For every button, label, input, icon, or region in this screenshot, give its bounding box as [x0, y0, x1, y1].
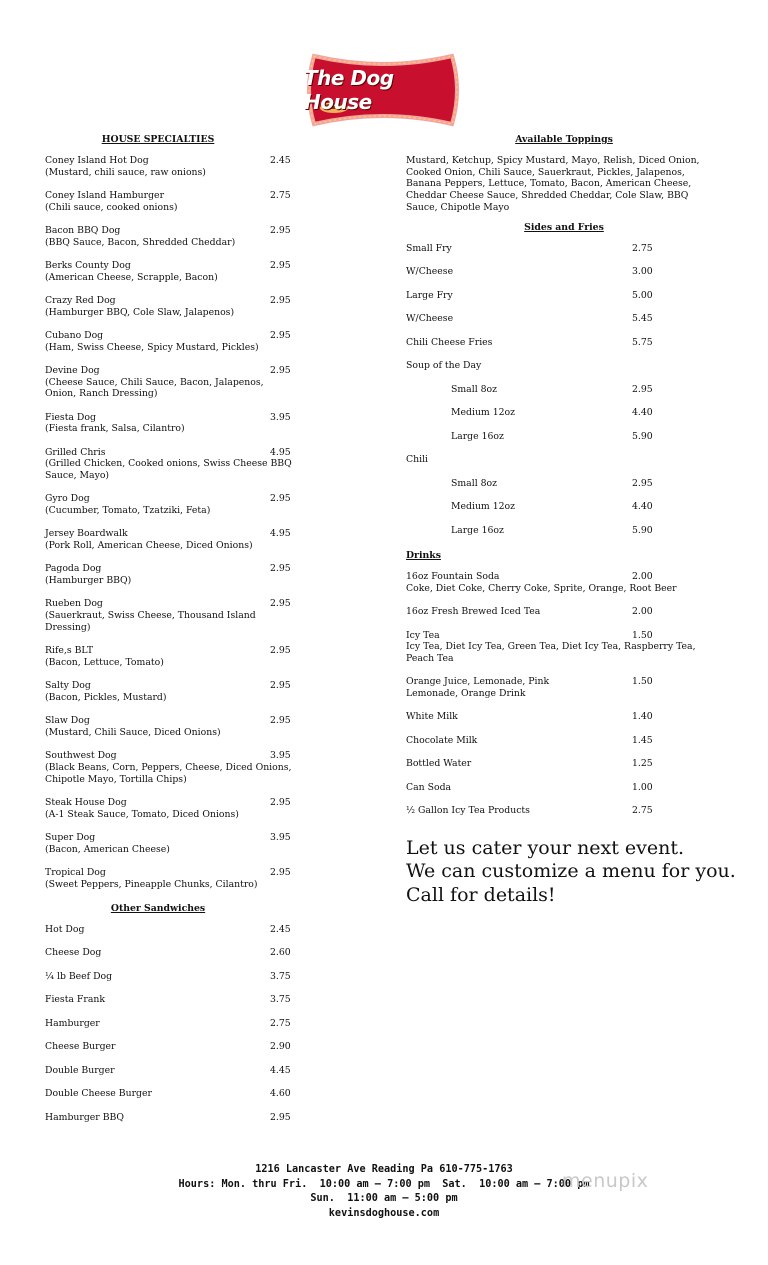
item-name: Small 8oz: [451, 383, 498, 395]
menu-item: [45, 680, 295, 703]
item-name: Large 16oz: [451, 524, 504, 536]
menu-item: [406, 478, 706, 502]
menu-item: [406, 501, 706, 525]
item-description: (Hamburger BBQ, Cole Slaw, Jalapenos): [45, 306, 235, 318]
item-name: Pagoda Dog: [45, 563, 102, 575]
item-name: Bottled Water: [406, 758, 472, 770]
menu-item: [406, 606, 706, 630]
footer-hours-weekday: Hours: Mon. thru Fri. 10:00 am – 7:00 pm Sat. 10:00 am – 7:00 pm: [178, 1178, 590, 1190]
item-price: 3.95: [270, 831, 291, 843]
menu-item: [45, 750, 295, 785]
item-description: (Bacon, American Cheese): [45, 843, 170, 855]
item-price: 2.75: [270, 1017, 291, 1029]
menu-item: [45, 260, 295, 283]
item-price: 2.95: [270, 645, 291, 657]
item-name: 16oz Fresh Brewed Iced Tea: [406, 606, 541, 618]
item-price: 3.95: [270, 750, 291, 762]
item-price: 2.95: [270, 225, 291, 236]
footer-website[interactable]: kevinsdoghouse.com: [328, 1207, 440, 1219]
catering-message: [406, 836, 736, 908]
menu-item: [406, 630, 706, 665]
item-price: 3.75: [270, 970, 291, 982]
item-price: 3.00: [632, 266, 653, 278]
item-price: 2.95: [270, 563, 291, 575]
catering-line-1: Let us cater your next event.: [406, 836, 685, 859]
item-name: Small 8oz: [451, 477, 498, 489]
item-description: (Grilled Chicken, Cooked onions, Swiss Cheese BBQ Sauce, Mayo): [45, 458, 292, 482]
menu-item: [406, 454, 706, 478]
item-price: 1.40: [632, 711, 653, 723]
menu-item: [45, 797, 295, 820]
other-sandwiches-title: Other Sandwiches: [110, 902, 206, 914]
menu-item: [406, 525, 706, 549]
menu-item: [45, 947, 295, 971]
drinks-title: Drinks: [406, 550, 441, 562]
menu-item: [45, 645, 295, 668]
sides-and-fries-title: Sides and Fries: [524, 221, 604, 233]
menu-item: [45, 330, 295, 353]
item-name: Grilled Chris: [45, 446, 106, 458]
item-name: Large Fry: [406, 289, 453, 301]
item-name: Rife,s BLT: [45, 645, 94, 657]
item-price: 5.90: [632, 524, 653, 536]
menu-item: [406, 431, 706, 455]
menu-item: [406, 290, 706, 314]
item-name: Tropical Dog: [45, 866, 106, 878]
item-description: (Cheese Sauce, Chili Sauce, Bacon, Jalapenos, Onion, Ranch Dressing): [45, 376, 264, 400]
menu-item: [406, 313, 706, 337]
left-column: [45, 132, 295, 1135]
menu-item: [45, 1112, 295, 1136]
item-description: (A-1 Steak Sauce, Tomato, Diced Onions): [45, 808, 239, 820]
item-price: 3.95: [270, 411, 291, 423]
menu-item: [45, 1088, 295, 1112]
menu-item: [45, 994, 295, 1018]
menu-item: [406, 758, 706, 782]
item-description: (Chili sauce, cooked onions): [45, 201, 178, 213]
item-description: (Ham, Swiss Cheese, Spicy Mustard, Pickles): [45, 341, 259, 353]
menu-item: [45, 225, 295, 248]
menu-item: [45, 924, 295, 948]
item-name: Coney Island Hot Dog: [45, 155, 149, 166]
item-description: (Sweet Peppers, Pineapple Chunks, Cilantro): [45, 878, 258, 890]
item-name: Slaw Dog: [45, 715, 90, 727]
item-name: Rueben Dog: [45, 598, 103, 610]
item-name: ½ Gallon Icy Tea Products: [406, 805, 530, 817]
item-name: Soup of the Day: [406, 360, 482, 372]
item-price: 2.45: [270, 923, 291, 935]
item-name: Large 16oz: [451, 430, 504, 442]
menu-item: [406, 676, 706, 699]
item-price: 1.00: [632, 781, 653, 793]
menu-item: [406, 384, 706, 408]
item-name: Double Burger: [45, 1064, 115, 1076]
item-description: (Pork Roll, American Cheese, Diced Onions): [45, 540, 253, 552]
menu-item: [406, 711, 706, 735]
menu-item: [406, 360, 706, 384]
item-name: Icy Tea: [406, 629, 440, 641]
menu-item: [45, 295, 295, 318]
item-name: Double Cheese Burger: [45, 1088, 152, 1100]
menu-item: [45, 598, 295, 633]
item-name: Medium 12oz: [451, 407, 516, 419]
item-price: 1.45: [632, 734, 653, 746]
menu-item: [406, 571, 706, 594]
house-specialties-list: [45, 155, 295, 890]
item-name: W/Cheese: [406, 266, 454, 278]
item-name: White Milk: [406, 711, 458, 723]
item-name: Steak House Dog: [45, 796, 127, 808]
item-price: 2.75: [270, 190, 291, 201]
item-name: Cheese Dog: [45, 947, 102, 959]
toppings-text: Mustard, Ketchup, Spicy Mustard, Mayo, Relish, Diced Onion, Cooked Onion, Chili Sauce, Sauerkraut, Pickles, Jalapenos, Banana Peppers, Lettuce, Tomato, Bacon, American Cheese, Cheddar Cheese Sauce, Shredded Cheddar, Cole Slaw, BBQ Sauce, Chipotle Mayo: [406, 155, 700, 213]
other-sandwiches-list: [45, 924, 295, 1136]
item-price: 1.50: [632, 629, 653, 641]
item-name: Devine Dog: [45, 365, 100, 376]
item-name: W/Cheese: [406, 313, 454, 325]
item-name: Fiesta Dog: [45, 411, 96, 423]
item-price: 2.90: [270, 1041, 291, 1053]
item-price: 2.95: [270, 295, 291, 306]
item-price: 2.95: [270, 796, 291, 808]
item-price: 4.40: [632, 501, 653, 513]
item-description: (BBQ Sauce, Bacon, Shredded Cheddar): [45, 236, 236, 248]
item-price: 2.95: [270, 260, 291, 271]
item-price: 4.45: [270, 1064, 291, 1076]
menupix-watermark: menupix: [562, 1170, 649, 1192]
item-name: Hamburger: [45, 1017, 100, 1029]
menu-item: [45, 1018, 295, 1042]
item-description: (Mustard, Chili Sauce, Diced Onions): [45, 726, 221, 738]
item-price: 2.95: [270, 866, 291, 878]
footer-hours-sunday: Sun. 11:00 am – 5:00 pm: [310, 1193, 458, 1204]
item-price: 2.95: [270, 680, 291, 692]
item-name: Medium 12oz: [451, 501, 516, 513]
menu-item: [406, 243, 706, 267]
item-price: 2.95: [632, 383, 653, 395]
menu-item: [45, 190, 295, 213]
item-description: (Mustard, chili sauce, raw onions): [45, 166, 206, 178]
menu-item: [45, 563, 295, 586]
item-price: 2.00: [632, 606, 653, 618]
item-price: 2.60: [270, 947, 291, 959]
item-name: Jersey Boardwalk: [45, 528, 128, 540]
item-name: Crazy Red Dog: [45, 295, 116, 306]
item-price: 5.00: [632, 289, 653, 301]
item-description: (Sauerkraut, Swiss Cheese, Thousand Island Dressing): [45, 610, 256, 633]
item-name: Southwest Dog: [45, 750, 117, 762]
item-description: (American Cheese, Scrapple, Bacon): [45, 271, 218, 283]
item-price: 3.75: [270, 994, 291, 1006]
item-name: Cubano Dog: [45, 330, 104, 341]
item-name: Chili Cheese Fries: [406, 336, 493, 348]
available-toppings-title: Available Toppings: [515, 134, 613, 145]
item-name: Small Fry: [406, 242, 452, 254]
menu-item: [45, 447, 295, 482]
menu-item: [406, 735, 706, 759]
menu-item: [45, 832, 295, 855]
item-name: Super Dog: [45, 831, 96, 843]
item-price: 1.25: [632, 758, 653, 770]
sides-list: [406, 243, 706, 549]
item-price: 5.45: [632, 313, 653, 325]
menu-item: [406, 407, 706, 431]
item-description: (Fiesta frank, Salsa, Cilantro): [45, 423, 185, 435]
menu-item: [406, 782, 706, 806]
house-specialties-title: HOUSE SPECIALTIES: [101, 134, 215, 145]
item-description: Icy Tea, Diet Icy Tea, Green Tea, Diet Icy Tea, Raspberry Tea, Peach Tea: [406, 641, 696, 664]
item-name: Coney Island Hamburger: [45, 190, 165, 201]
menu-item: [45, 155, 295, 178]
menu-item: [45, 1065, 295, 1089]
item-name: Chili: [406, 454, 429, 466]
item-name: Chocolate Milk: [406, 734, 478, 746]
item-name: Hot Dog: [45, 923, 85, 935]
footer: [0, 1163, 768, 1221]
item-price: 2.95: [270, 330, 291, 341]
item-name: Orange Juice, Lemonade, Pink Lemonade, Orange Drink: [406, 676, 550, 699]
item-name: Bacon BBQ Dog: [45, 225, 121, 236]
item-price: 2.95: [270, 715, 291, 727]
item-price: 5.90: [632, 430, 653, 442]
menu-item: [45, 867, 295, 890]
item-price: 4.95: [270, 528, 291, 540]
item-description: (Bacon, Lettuce, Tomato): [45, 656, 164, 668]
item-price: 2.95: [270, 365, 291, 376]
drinks-list: [406, 571, 706, 829]
item-price: 2.75: [632, 805, 653, 817]
item-price: 4.40: [632, 407, 653, 419]
item-price: 2.75: [632, 242, 653, 254]
menu-item: [45, 715, 295, 738]
the-dog-house-logo: [304, 50, 462, 130]
catering-line-3: Call for details!: [406, 883, 556, 906]
item-description: (Cucumber, Tomato, Tzatziki, Feta): [45, 505, 211, 517]
item-price: 5.75: [632, 336, 653, 348]
item-name: Fiesta Frank: [45, 994, 105, 1006]
right-column: [406, 132, 736, 907]
menu-item: [406, 805, 706, 829]
item-description: (Hamburger BBQ): [45, 575, 132, 587]
menu-item: [45, 493, 295, 516]
item-name: Cheese Burger: [45, 1041, 116, 1053]
item-name: Gyro Dog: [45, 493, 90, 505]
menu-item: [45, 412, 295, 435]
footer-address: 1216 Lancaster Ave Reading Pa 610-775-1763: [255, 1164, 513, 1175]
item-name: Berks County Dog: [45, 260, 131, 271]
item-description: (Bacon, Pickles, Mustard): [45, 691, 167, 703]
menu-item: [45, 971, 295, 995]
item-name: 16oz Fountain Soda: [406, 571, 500, 583]
item-name: Can Soda: [406, 781, 452, 793]
item-price: 2.95: [270, 493, 291, 505]
menu-item: [406, 266, 706, 290]
item-description: Coke, Diet Coke, Cherry Coke, Sprite, Orange, Root Beer: [406, 582, 677, 594]
item-price: 4.95: [270, 446, 291, 458]
logo-text: The Dog House: [304, 66, 394, 114]
item-price: 2.95: [632, 477, 653, 489]
item-description: (Black Beans, Corn, Peppers, Cheese, Diced Onions, Chipotle Mayo, Tortilla Chips): [45, 761, 292, 785]
item-price: 2.00: [632, 571, 653, 583]
menu-item: [45, 528, 295, 551]
item-name: ¼ lb Beef Dog: [45, 970, 113, 982]
menu-item: [45, 365, 295, 400]
menu-item: [406, 337, 706, 361]
item-price: 2.95: [270, 598, 291, 610]
item-price: 2.95: [270, 1111, 291, 1123]
catering-line-2: We can customize a menu for you.: [406, 860, 736, 883]
item-name: Salty Dog: [45, 680, 91, 692]
item-price: 1.50: [632, 676, 653, 688]
item-price: 2.45: [270, 155, 291, 166]
item-price: 4.60: [270, 1088, 291, 1100]
item-name: Hamburger BBQ: [45, 1111, 124, 1123]
menu-item: [45, 1041, 295, 1065]
